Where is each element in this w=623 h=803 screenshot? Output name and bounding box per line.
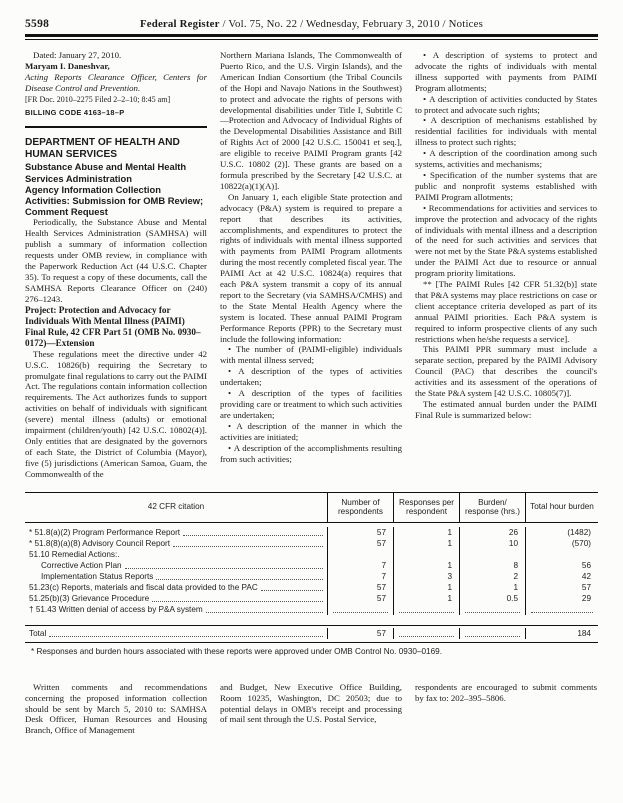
row-respondents: 57 — [327, 538, 393, 549]
dot-leader — [156, 579, 323, 580]
table-footnote: * Responses and burden hours associated with these reports were approved under OMB Control No. 0930–0169. — [31, 646, 442, 656]
row-respondents: 57 — [327, 628, 393, 639]
signature-title: Acting Reports Clearance Officer, Centers for Disease Control and Prevention. — [25, 71, 207, 93]
ppr-summary-paragraph: This PAIMI PPR summary must include a separate section, prepared by the PAIMI Advisory Council (PAC) that describes the council's activities and its assessment of the operations of the State P&A system [42 U.S.C. 10805(7)]. — [415, 344, 597, 399]
ppr-bullet: • Specification of the number systems that are public and nonprofit systems established with PAIMI Program allotments; — [415, 170, 597, 203]
signature-name: Maryam I. Daneshvar, — [25, 60, 110, 71]
billing-code: BILLING CODE 4163–18–P — [25, 107, 125, 117]
bottom-columns — [25, 682, 598, 737]
table-row — [25, 560, 598, 571]
column-middle — [220, 50, 402, 480]
paimi-rules-note: ** [The PAIMI Rules [42 CFR 51.32(b)] state that P&A systems may place restrictions on case or client acceptance criteria developed as part of its annual PAIMI priorities. Each P&A system is required to inform prospective clients of any such restrictions when he/she requests a service]. — [415, 279, 597, 344]
ppr-bullet: • A description of the accomplishments resulting from such activities; — [220, 443, 402, 465]
ppr-bullet: • A description of the types of activities undertaken; — [220, 366, 402, 388]
dot-leader — [152, 601, 323, 602]
burden-table-header — [25, 493, 598, 523]
bottom-column-right — [415, 682, 597, 737]
header-respondents: Number of respondents — [327, 493, 393, 522]
row-respondents: 7 — [327, 571, 393, 582]
dot-leader — [183, 535, 323, 536]
intro-paragraph: Periodically, the Substance Abuse and Mental Health Services Administration (SAMHSA) will publish a summary of information collection requests under OMB review, in compliance with the Paperwork Reduction Act (44 U.S.C. Chapter 35). To request a copy of these documents, call the SAMHSA Reports Clearance Officer on (240) 276–1243. — [25, 217, 207, 304]
row-citation: Total — [29, 628, 47, 638]
dot-leader — [261, 590, 323, 591]
table-row — [25, 549, 598, 560]
row-citation: † 51.43 Written denial of access by P&A system — [29, 604, 203, 614]
row-citation: 51.10 Remedial Actions:. — [29, 549, 120, 559]
agency-heading: Substance Abuse and Mental Health Services Administration — [25, 161, 187, 184]
header-rule-thick — [25, 34, 598, 37]
row-responses: 1 — [393, 560, 459, 571]
row-total: (570) — [525, 538, 598, 549]
row-responses: 3 — [393, 571, 459, 582]
table-row — [25, 582, 598, 593]
header-rule-thin — [25, 39, 598, 40]
section-divider-rule — [25, 126, 207, 128]
dot-leader — [125, 568, 323, 569]
row-total: 42 — [525, 571, 598, 582]
fax-paragraph: respondents are encouraged to submit comments by fax to: 202–395–5806. — [415, 681, 597, 703]
row-responses: 1 — [393, 593, 459, 604]
table-row — [25, 538, 598, 549]
ppr-bullet: • A description of the manner in which the activities are initiated; — [220, 421, 402, 443]
dot-leader — [173, 546, 323, 547]
dot-leader — [49, 636, 323, 637]
row-burden: 0.5 — [459, 593, 525, 604]
dot-leader — [531, 612, 593, 613]
page-number: 5598 — [25, 18, 50, 30]
row-citation: * 51.8(8)(a)(8) Advisory Council Report — [29, 538, 171, 548]
row-burden: 1 — [459, 582, 525, 593]
row-citation: * 51.8(a)(2) Program Performance Report — [29, 527, 181, 537]
header-citation: 42 CFR citation — [147, 502, 205, 512]
dot-leader — [333, 612, 388, 613]
row-respondents: 57 — [327, 527, 393, 538]
ppr-bullet: • Recommendations for activities and services to improve the protection and advocacy of the rights of individuals with mental illness and a description of the need for such activities and services that were not met by the State P&A systems established under the PAIMI Act due to resource or annual program priority limitations. — [415, 203, 597, 279]
row-burden: 8 — [459, 560, 525, 571]
regulations-paragraph: These regulations meet the directive under 42 U.S.C. 10826(b) requiring the Secretary to promulgate final regulations to carry out the PAIMI Act. The regulations contain information collection requirements. The Act authorizes funds to support activities on behalf of individuals with significant (severe) mental illness (adults) or emotional impairment (children/youth) [42 U.S.C. 10802(4)]. Only entities that are designated by the governors of each State, the District of Columbia (Mayor), five (5) jurisdictions (American Samoa, Guam, the Commonwealth of the — [25, 348, 207, 479]
dot-leader — [206, 612, 323, 613]
header-burden: Burden/ response (hrs.) — [459, 493, 525, 522]
row-respondents: 57 — [327, 593, 393, 604]
row-responses: 1 — [393, 538, 459, 549]
row-responses: 1 — [393, 582, 459, 593]
header-responses: Responses per respondent — [393, 493, 459, 522]
project-heading: Project: Protection and Advocacy for Individuals With Mental Illness (PAIMI) Final Rule, 42 CFR Part 51 (OMB No. 0930–0172)—Extension — [25, 304, 201, 348]
table-row — [25, 593, 598, 604]
row-total: 29 — [525, 593, 598, 604]
burden-table-body — [25, 523, 598, 642]
row-citation: Implementation Status Reports — [41, 571, 154, 581]
ppr-bullet: • A description of the coordination among such systems, activities and mechanisms; — [415, 148, 597, 170]
row-respondents: 7 — [327, 560, 393, 571]
page-title-issue: / Vol. 75, No. 22 / Wednesday, February 3, 2010 / Notices — [219, 18, 484, 30]
dot-leader — [399, 636, 454, 637]
row-burden: 10 — [459, 538, 525, 549]
row-total: (1482) — [525, 527, 598, 538]
fr-doc-line: [FR Doc. 2010–2275 Filed 2–2–10; 8:45 am] — [25, 94, 171, 104]
table-row — [25, 604, 598, 615]
page-title — [105, 18, 518, 30]
body-columns — [25, 50, 598, 480]
comments-paragraph: Written comments and recommendations concerning the proposed information collection should be sent by March 5, 2010 to: SAMHSA Desk Officer, Human Resources and Housing Branch, Office of Management — [25, 681, 207, 736]
ppr-bullet: • A description of mechanisms established by residential facilities for individuals with mental illness to protect such rights; — [415, 115, 597, 148]
burden-intro-paragraph: The estimated annual burden under the PAIMI Final Rule is summarized below: — [415, 399, 597, 420]
row-total: 57 — [525, 582, 598, 593]
dot-leader — [465, 612, 520, 613]
department-heading: DEPARTMENT OF HEALTH AND HUMAN SERVICES — [25, 137, 180, 161]
jurisdictions-paragraph: Northern Mariana Islands, The Commonwealth of Puerto Rico, and the U.S. Virgin Islands), and the American Indian Consortium (the Tribal Councils of the Hopi and Navajo Nations in the Southwest) to protect and advocate the rights of persons with developmental disabilities under Title I, Subtitle C—Protection and Advocacy of Individual Rights of the Developmental Disabilities Assistance and Bill of Rights Act of 2000 [42 U.S.C. 150041 et seq.], are eligible to receive PAIMI Program grants [42 U.S.C. 10802 (2)]. These grants are based on a formula prescribed by the Secretary [42 U.S.C. at 10822(a)(1)(A)]. — [220, 50, 402, 191]
notice-heading: Agency Information Collection Activities: Submission for OMB Review; Comment Request — [25, 183, 204, 218]
table-row — [25, 571, 598, 582]
row-citation: 51.25(b)(3) Grievance Procedure — [29, 593, 150, 603]
annual-report-paragraph: On January 1, each eligible State protection and advocacy (P&A) system is required to prepare a report that describes its activities, accomplishments, and expenditures to protect the rights of individuals with mental illness supported with payments from PAIMI Program allotments during the most recently completed fiscal year. The PAIMI Act at 42 U.S.C. 10824(a) requires that each P&A system transmit a copy of its annual report to the Secretary (via SAMHSA/CMHS) and to the State Mental Health Agency where the system is located. These annual PAIMI Program Performance Reports (PPR) to the Secretary must include the following information: — [220, 191, 402, 344]
ppr-bullet: • A description of the types of facilities providing care or treatment to which such activities are undertaken; — [220, 388, 402, 421]
ppr-bullet: • The number of (PAIMI-eligible) individuals with mental illness served; — [220, 344, 402, 366]
running-head — [25, 18, 598, 30]
dated-line: Dated: January 27, 2010. — [33, 50, 122, 60]
header-total: Total hour burden — [525, 493, 598, 522]
column-left — [25, 50, 207, 480]
comments-paragraph-cont: and Budget, New Executive Office Building, Room 10235, Washington, DC 20503; due to potential delays in OMB's receipt and processing of mail sent through the U.S. Postal Service, — [220, 681, 402, 725]
dot-leader — [465, 636, 520, 637]
table-total-row — [25, 625, 598, 642]
row-citation: 51.23(c) Reports, materials and fiscal data provided to the PAC — [29, 582, 258, 592]
table-row — [25, 527, 598, 538]
bottom-column-middle — [220, 682, 402, 737]
row-burden: 26 — [459, 527, 525, 538]
row-responses: 1 — [393, 527, 459, 538]
bottom-column-left — [25, 682, 207, 737]
ppr-bullet: • A description of systems to protect and advocate the rights of individuals with mental illness supported with payments from PAIMI Program allotments; — [415, 50, 597, 94]
ppr-bullet: • A description of activities conducted by States to protect and advocate such rights; — [415, 94, 597, 116]
row-citation: Corrective Action Plan — [41, 560, 122, 570]
dot-leader — [399, 612, 454, 613]
page-title-journal: Federal Register — [139, 18, 220, 30]
row-total: 184 — [525, 628, 598, 639]
column-right — [415, 50, 597, 480]
row-total: 56 — [525, 560, 598, 571]
row-burden: 2 — [459, 571, 525, 582]
burden-table — [25, 492, 598, 643]
row-respondents: 57 — [327, 582, 393, 593]
